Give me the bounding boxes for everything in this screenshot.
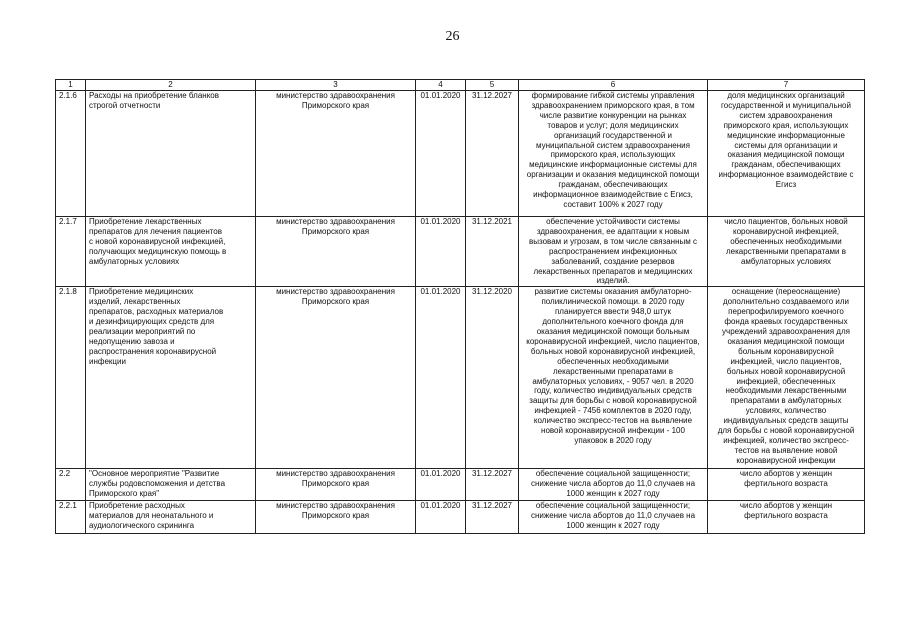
indicator: число пациентов, больных новой коронавирусной инфекцией, обеспеченных необходимыми лекарственными препаратами в амбулаторных условиях [708,217,865,287]
executor: министерство здравоохранения Приморского края [256,91,416,217]
end-date: 31.12.2027 [466,91,519,217]
header-cell: 4 [416,80,466,91]
start-date: 01.01.2020 [416,91,466,217]
start-date: 01.01.2020 [416,287,466,469]
row-number: 2.2 [56,469,86,501]
indicator: оснащение (переоснащение) дополнительно создаваемого или перепрофилируемого коечного фонда краевых государственных учреждений здравоохранения для оказания медицинской помощи больным коронавирусной инфекцией, число пациентов, больных новой коронавирусной инфекцией, обеспеченных необходимыми лекарственными препаратами в амбулаторных условиях, количество индивидуальных средств защиты для борьбы с новой коронавирусной инфекцией, количество экспресс- тестов на выявление новой коронавирусной инфекции [708,287,865,469]
header-cell: 1 [56,80,86,91]
measure-name: Приобретение медицинских изделий, лекарственных препаратов, расходных материалов и дезинфицирующих средств для реализации мероприятий по недопущению завоза и распространения коронавирусной инфекции [86,287,256,469]
end-date: 31.12.2027 [466,469,519,501]
measure-name: "Основное мероприятие "Развитие службы родовспоможения и детства Приморского края" [86,469,256,501]
table-row [56,501,865,534]
start-date: 01.01.2020 [416,469,466,501]
row-number: 2.1.8 [56,287,86,469]
header-cell: 7 [708,80,865,91]
table-row [56,287,865,469]
indicator: число абортов у женщин фертильного возраста [708,469,865,501]
start-date: 01.01.2020 [416,217,466,287]
end-date: 31.12.2020 [466,287,519,469]
executor: министерство здравоохранения Приморского края [256,501,416,534]
row-number: 2.1.7 [56,217,86,287]
expected-result: обеспечение социальной защищенности; снижение числа абортов до 11,0 случаев на 1000 женщин к 2027 году [519,469,708,501]
expected-result: развитие системы оказания амбулаторно- поликлинической помощи. в 2020 году планируется ввести 948,0 штук дополнительного коечного фонда для оказания медицинской помощи больным коронавирусной инфекцией, число пациентов, больных новой коронавирусной инфекцией, обеспеченных необходимыми лекарственными препаратами в амбулаторных условиях, - 9057 чел. в 2020 году, количество индивидуальных средств защиты для борьбы с новой коронавирусной инфекцией - 7456 комплектов в 2020 году, количество экспресс-тестов на выявление новой коронавирусной инфекции - 100 упаковок в 2020 году [519,287,708,469]
program-table [55,79,865,534]
executor: министерство здравоохранения Приморского края [256,469,416,501]
header-cell: 2 [86,80,256,91]
header-cell: 5 [466,80,519,91]
table-row [56,91,865,217]
header-cell: 3 [256,80,416,91]
expected-result: обеспечение устойчивости системы здравоохранения, ее адаптации к новым вызовам и угрозам, в том числе связанным с распространением инфекционных заболеваний, создание резервов лекарственных препаратов и медицинских изделий. [519,217,708,287]
header-cell: 6 [519,80,708,91]
measure-name: Приобретение лекарственных препаратов для лечения пациентов с новой коронавирусной инфекцией, получающих медицинскую помощь в амбулаторных условиях [86,217,256,287]
table-row [56,217,865,287]
executor: министерство здравоохранения Приморского края [256,287,416,469]
row-number: 2.1.6 [56,91,86,217]
row-number: 2.2.1 [56,501,86,534]
page-number: 26 [445,29,460,44]
measure-name: Расходы на приобретение бланков строгой отчетности [86,91,256,217]
measure-name: Приобретение расходных материалов для неонатального и аудиологического скрининга [86,501,256,534]
table-header-row [56,80,865,91]
start-date: 01.01.2020 [416,501,466,534]
table-row [56,469,865,501]
executor: министерство здравоохранения Приморского края [256,217,416,287]
expected-result: формирование гибкой системы управления здравоохранением приморского края, в том числе развитие конкуренции на рынках товаров и услуг; доля медицинских организаций государственной и муниципальной систем здравоохранения приморского края, использующих медицинские информационные системы для организации и оказания медицинской помощи гражданам, обеспечивающих информационное взаимодействие с Егисз, составит 100% к 2027 году [519,91,708,217]
indicator: число абортов у женщин фертильного возраста [708,501,865,534]
indicator: доля медицинских организаций государственной и муниципальной систем здравоохранения приморского края, использующих медицинские информационные системы для организации и оказания медицинской помощи гражданам, обеспечивающих информационное взаимодействие с Егисз [708,91,865,217]
end-date: 31.12.2021 [466,217,519,287]
expected-result: обеспечение социальной защищенности; снижение числа абортов до 11,0 случаев на 1000 женщин к 2027 году [519,501,708,534]
end-date: 31.12.2027 [466,501,519,534]
